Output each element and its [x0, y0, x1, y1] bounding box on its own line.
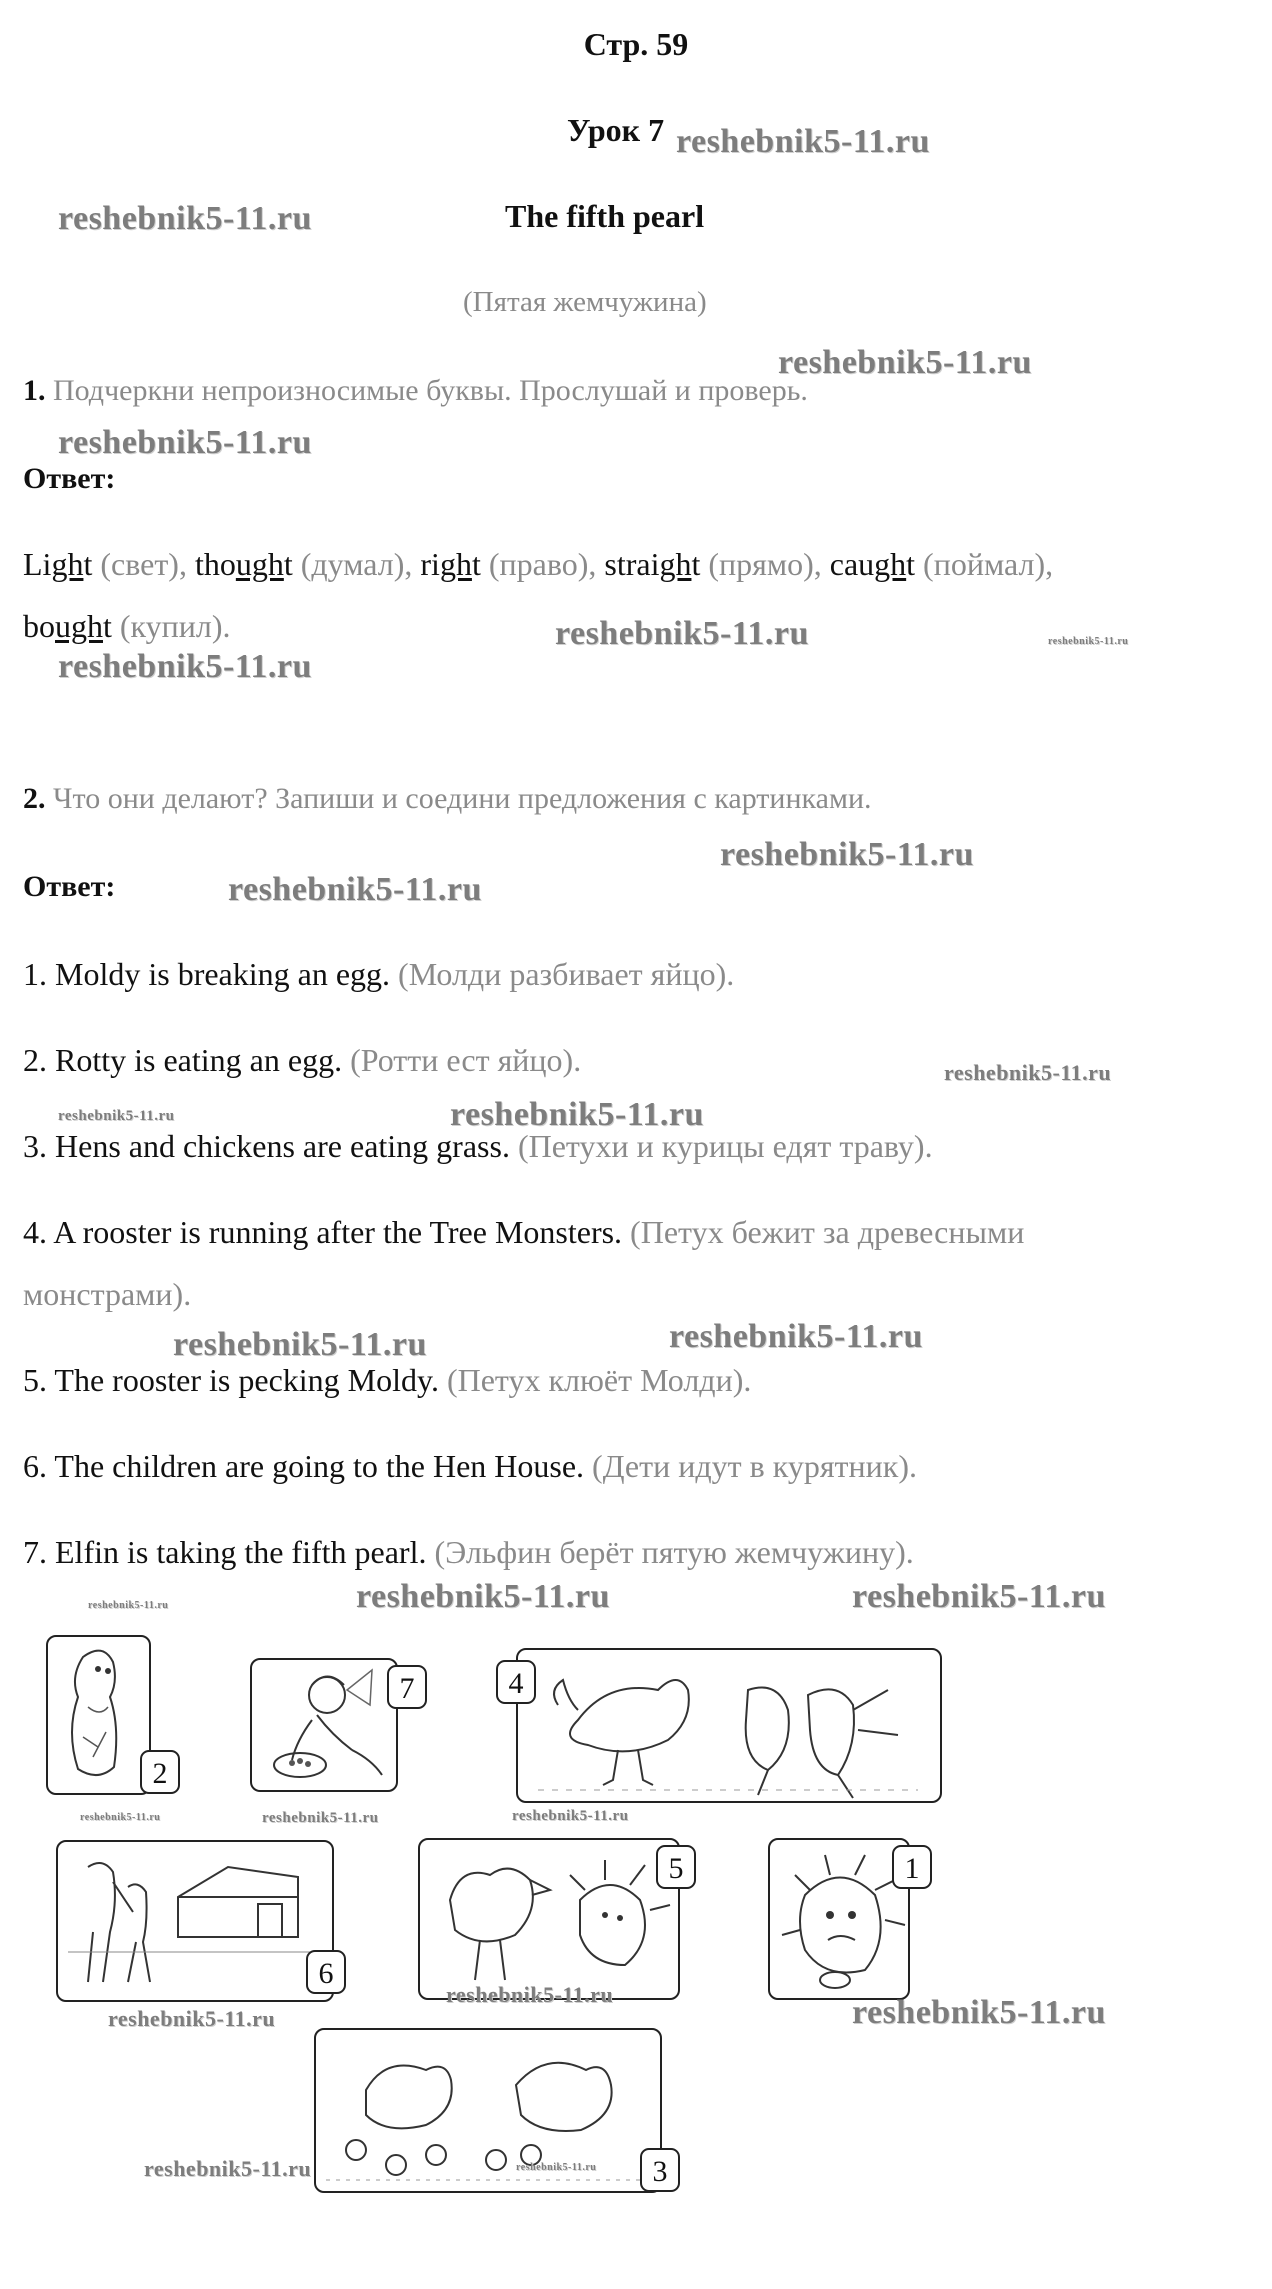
task1-instruction-line	[23, 374, 808, 408]
picture-label-7: 7	[387, 1665, 427, 1709]
rooster-chase-drawing	[518, 1650, 944, 1805]
task1-answer-line-2	[23, 608, 231, 645]
word-straight: straight	[604, 546, 701, 582]
word-bought: bought	[23, 608, 112, 644]
watermark: reshebnik5-11.ru	[58, 200, 312, 237]
sentence-4: 4. A rooster is running after the Tree Monsters. (Петух бежит за древесными	[23, 1214, 1025, 1250]
watermark: reshebnik5-11.ru	[58, 1108, 175, 1124]
word-caught: caught	[829, 546, 916, 582]
task2-instruction-line	[23, 782, 872, 816]
hens-chickens-drawing	[316, 2030, 664, 2195]
picture-label-2: 2	[140, 1750, 180, 1794]
watermark: reshebnik5-11.ru	[80, 1812, 161, 1823]
picture-label-1: 1	[892, 1845, 932, 1889]
watermark: reshebnik5-11.ru	[173, 1326, 427, 1363]
picture-label-3: 3	[640, 2148, 680, 2192]
word-straight-translation: (прямо),	[708, 546, 822, 582]
watermark: reshebnik5-11.ru	[555, 615, 809, 652]
word-light-translation: (свет),	[100, 546, 187, 582]
task1-answer-line-1	[23, 546, 1053, 583]
picture-hen-house	[56, 1840, 334, 2002]
watermark: reshebnik5-11.ru	[450, 1096, 704, 1133]
word-thought: thought	[194, 546, 293, 582]
watermark: reshebnik5-11.ru	[516, 2162, 597, 2173]
title-translation: (Пятая жемчужина)	[463, 286, 707, 318]
sentence-5: 5. The rooster is pecking Moldy. (Петух клюёт Молди).	[23, 1362, 752, 1398]
picture-elfin	[250, 1658, 398, 1792]
watermark: reshebnik5-11.ru	[262, 1810, 379, 1826]
watermark: reshebnik5-11.ru	[512, 1808, 629, 1824]
watermark: reshebnik5-11.ru	[446, 1982, 614, 2007]
watermark: reshebnik5-11.ru	[676, 123, 930, 160]
sentence-4-continued: монстрами).	[23, 1276, 192, 1312]
watermark: reshebnik5-11.ru	[944, 1060, 1112, 1085]
sentence-1: 1. Moldy is breaking an egg. (Молди разбивает яйцо).	[23, 956, 735, 992]
word-light: Light	[23, 546, 93, 582]
task1-instruction: Подчеркни непроизносимые буквы. Прослушай и проверь.	[53, 374, 808, 407]
sentence-3: 3. Hens and chickens are eating grass. (Петухи и курицы едят траву).	[23, 1128, 933, 1164]
word-thought-translation: (думал),	[300, 546, 413, 582]
word-right: right	[420, 546, 481, 582]
picture-label-6: 6	[306, 1950, 346, 1994]
picture-label-4: 4	[496, 1660, 536, 1704]
sentence-6: 6. The children are going to the Hen House. (Дети идут в курятник).	[23, 1448, 917, 1484]
watermark: reshebnik5-11.ru	[144, 2156, 312, 2181]
word-caught-translation: (поймал),	[923, 546, 1054, 582]
watermark: reshebnik5-11.ru	[1048, 636, 1129, 647]
task1-number: 1.	[23, 374, 46, 407]
word-bought-translation: (купил).	[119, 608, 231, 644]
task2-answer-label: Ответ:	[23, 870, 116, 903]
task2-number: 2.	[23, 782, 46, 815]
picture-moldy	[46, 1635, 151, 1795]
watermark: reshebnik5-11.ru	[669, 1318, 923, 1355]
picture-hens-chickens	[314, 2028, 662, 2193]
watermark: reshebnik5-11.ru	[108, 2006, 276, 2031]
picture-label-5: 5	[656, 1845, 696, 1889]
hen-house-drawing	[58, 1842, 336, 2004]
watermark: reshebnik5-11.ru	[852, 1578, 1106, 1615]
sentence-2: 2. Rotty is eating an egg. (Ротти ест яйцо).	[23, 1042, 582, 1078]
watermark: reshebnik5-11.ru	[356, 1578, 610, 1615]
page-title: The fifth pearl	[505, 198, 705, 234]
moldy-drawing	[48, 1637, 153, 1797]
watermark: reshebnik5-11.ru	[88, 1600, 169, 1611]
picture-moldy-egg	[768, 1838, 910, 2000]
picture-rooster-chasing	[516, 1648, 942, 1803]
watermark: reshebnik5-11.ru	[228, 871, 482, 908]
watermark: reshebnik5-11.ru	[778, 344, 1032, 381]
word-right-translation: (право),	[488, 546, 597, 582]
lesson-title: Урок 7	[567, 112, 665, 148]
watermark: reshebnik5-11.ru	[852, 1994, 1106, 2031]
rooster-peck-drawing	[420, 1840, 682, 2002]
sentence-7: 7. Elfin is taking the fifth pearl. (Эльфин берёт пятую жемчужину).	[23, 1534, 914, 1570]
elfin-drawing	[252, 1660, 400, 1794]
watermark: reshebnik5-11.ru	[58, 424, 312, 461]
picture-rooster-pecking	[418, 1838, 680, 2000]
task2-instruction: Что они делают? Запиши и соедини предложения с картинками.	[53, 782, 872, 815]
moldy-egg-drawing	[770, 1840, 912, 2002]
task1-answer-label: Ответ:	[23, 462, 116, 495]
watermark: reshebnik5-11.ru	[58, 648, 312, 685]
page-number: Стр. 59	[583, 26, 689, 62]
watermark: reshebnik5-11.ru	[720, 836, 974, 873]
